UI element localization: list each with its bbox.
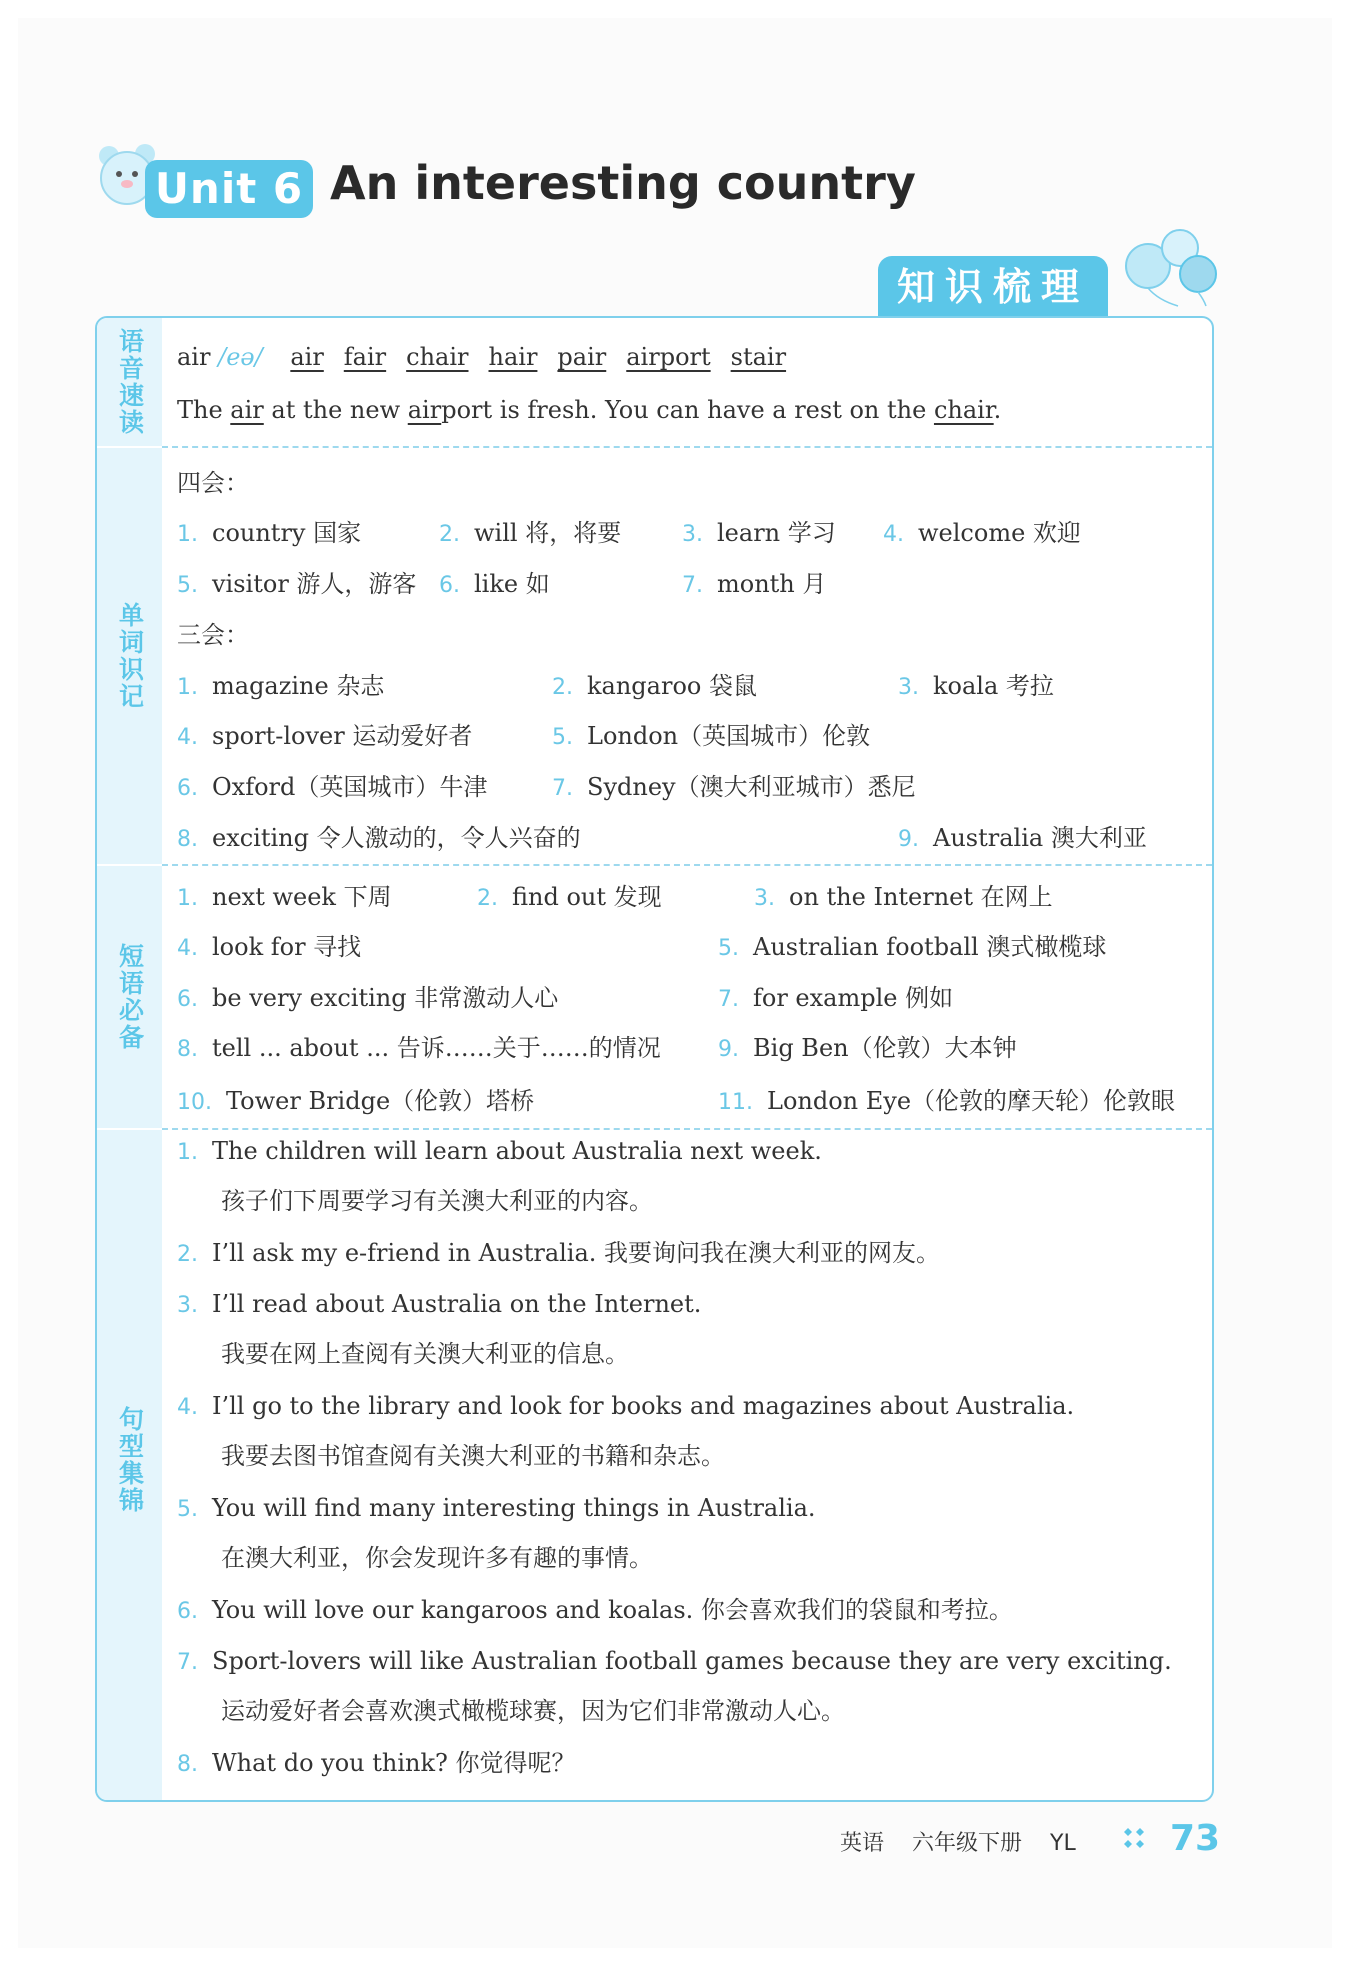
list-item: [177, 1033, 661, 1065]
list-item: [177, 518, 361, 550]
sentence-english: The children will learn about Australia next week.: [212, 1137, 822, 1165]
phonics-word: fair: [343, 343, 387, 371]
list-item: [177, 1086, 534, 1118]
sentence-part: The: [177, 396, 231, 424]
sidebar-label-text: 语音速读: [115, 328, 145, 436]
sentence-number: 1.: [177, 1140, 198, 1165]
item-text: find out 发现: [512, 883, 662, 911]
sentence-number: 6.: [177, 1599, 198, 1624]
list-item: [477, 882, 662, 914]
list-item: [682, 569, 826, 601]
item-text: will 将，将要: [474, 519, 622, 547]
page-number: 73: [1170, 1818, 1221, 1859]
item-number: 3.: [754, 886, 775, 911]
item-number: 3.: [898, 675, 919, 700]
list-item: [177, 772, 487, 804]
item-number: 6.: [439, 573, 460, 598]
sidebar-label-text: 短语必备: [115, 943, 145, 1051]
sentence-part: chair: [933, 396, 994, 424]
list-item: [718, 983, 953, 1015]
sentence-chinese: 我要在网上查阅有关澳大利亚的信息。: [221, 1340, 629, 1368]
vocab-section: [177, 448, 1202, 864]
list-item: [718, 1033, 1017, 1065]
item-number: 8.: [177, 827, 198, 852]
knowledge-frame: [95, 316, 1214, 1802]
list-item: [754, 882, 1053, 914]
list-item: [898, 671, 1054, 703]
phonics-word-list: [270, 343, 786, 371]
item-number: 7.: [718, 987, 739, 1012]
item-text: Australia 澳大利亚: [933, 824, 1147, 852]
list-item: [177, 882, 392, 914]
sentence-number: 3.: [177, 1293, 198, 1318]
sentence-chinese: 孩子们下周要学习有关澳大利亚的内容。: [221, 1187, 653, 1215]
list-item: [439, 518, 621, 550]
item-text: learn 学习: [717, 519, 836, 547]
sentence-item: [177, 1136, 822, 1168]
sidebar-label-sentences: [97, 1130, 162, 1790]
sentence-item: [177, 1289, 701, 1321]
list-item: [718, 1086, 1175, 1118]
sentence-english: You will find many interesting things in Australia.: [212, 1494, 816, 1522]
item-text: kangaroo 袋鼠: [587, 672, 757, 700]
sentence-item: [177, 1238, 940, 1270]
list-item: [552, 721, 870, 753]
list-item: [883, 518, 1081, 550]
sentence-english: What do you think? 你觉得呢？: [212, 1749, 576, 1777]
item-text: London Eye（伦敦的摩天轮）伦敦眼: [767, 1087, 1176, 1115]
list-item: [682, 518, 836, 550]
item-number: 9.: [898, 827, 919, 852]
four-label: 四会：: [177, 469, 249, 497]
list-item: [177, 721, 472, 753]
sentence-item: [177, 1391, 1074, 1423]
item-text: for example 例如: [753, 984, 954, 1012]
item-number: 4.: [883, 522, 904, 547]
sentence-item: [177, 1595, 1013, 1627]
item-text: Big Ben（伦敦）大本钟: [753, 1034, 1017, 1062]
item-text: koala 考拉: [933, 672, 1054, 700]
list-item: [718, 932, 1106, 964]
footer-edition: YL: [1050, 1831, 1076, 1856]
item-number: 7.: [682, 573, 703, 598]
sentence-chinese: 运动爱好者会喜欢澳式橄榄球赛，因为它们非常激动人心。: [221, 1697, 845, 1725]
sidebar-label-vocab: [97, 448, 162, 864]
item-text: on the Internet 在网上: [789, 883, 1053, 911]
phonics-sentence: [177, 395, 1001, 425]
list-item: [177, 823, 581, 855]
item-number: 2.: [552, 675, 573, 700]
sentence-english: Sport-lovers will like Australian football games because they are very exciting.: [212, 1647, 1172, 1675]
sentence-item: [177, 1646, 1172, 1678]
list-item: [439, 569, 550, 601]
sentence-part: air: [230, 396, 264, 424]
sidebar-label-text: 句型集锦: [115, 1406, 145, 1514]
item-text: Australian football 澳式橄榄球: [753, 933, 1107, 961]
phonics-word: pair: [557, 343, 607, 371]
item-number: 7.: [552, 776, 573, 801]
item-number: 2.: [439, 522, 460, 547]
item-number: 8.: [177, 1037, 198, 1062]
sentence-chinese: 在澳大利亚，你会发现许多有趣的事情。: [221, 1544, 653, 1572]
sidebar-label-text: 单词识记: [115, 602, 145, 710]
balloons-icon: [1118, 228, 1228, 308]
item-text: London（英国城市）伦敦: [587, 722, 871, 750]
sentence-item: [177, 1493, 816, 1525]
item-text: magazine 杂志: [212, 672, 385, 700]
item-number: 1.: [177, 886, 198, 911]
item-text: next week 下周: [212, 883, 392, 911]
item-text: sport-lover 运动爱好者: [212, 722, 473, 750]
sentence-number: 5.: [177, 1497, 198, 1522]
sentence-english: I’ll ask my e-friend in Australia. 我要询问我在澳大利亚的网友。: [212, 1239, 941, 1267]
footer-grade: 六年级下册: [912, 1831, 1023, 1856]
sidebar-label-phrases: [97, 866, 162, 1128]
sidebar-label-phonics: [97, 318, 162, 446]
three-label: 三会：: [177, 621, 249, 649]
item-text: visitor 游人，游客: [212, 570, 417, 598]
phonics-word: airport: [626, 343, 711, 371]
item-number: 5.: [552, 725, 573, 750]
section-badge: 知识梳理: [878, 256, 1108, 316]
item-text: look for 寻找: [212, 933, 362, 961]
sentence-english: I’ll go to the library and look for books and magazines about Australia.: [212, 1392, 1075, 1420]
sentence-part: .: [993, 396, 1002, 424]
item-text: tell ... about ... 告诉……关于……的情况: [212, 1034, 661, 1062]
sentence-part: port is fresh. You can have a rest on the: [441, 396, 934, 424]
item-text: Sydney（澳大利亚城市）悉尼: [587, 773, 916, 801]
list-item: [552, 772, 916, 804]
phonics-words: [177, 342, 786, 372]
list-item: [552, 671, 757, 703]
item-number: 5.: [177, 573, 198, 598]
item-text: welcome 欢迎: [918, 519, 1081, 547]
list-item: [177, 569, 416, 601]
sentence-number: 4.: [177, 1395, 198, 1420]
item-number: 6.: [177, 987, 198, 1012]
sentences-section: [177, 1130, 1202, 1790]
item-text: month 月: [717, 570, 827, 598]
item-number: 3.: [682, 522, 703, 547]
item-number: 5.: [718, 936, 739, 961]
item-number: 11.: [718, 1090, 753, 1115]
phonetic-symbol: /eə/: [218, 343, 263, 371]
item-number: 6.: [177, 776, 198, 801]
item-number: 1.: [177, 522, 198, 547]
item-number: 4.: [177, 936, 198, 961]
sentence-number: 8.: [177, 1752, 198, 1777]
phrases-section: [177, 866, 1202, 1128]
sound-word: air: [177, 343, 211, 371]
sentence-english: You will love our kangaroos and koalas. 你会喜欢我们的袋鼠和考拉。: [212, 1596, 1013, 1624]
item-text: Oxford（英国城市）牛津: [212, 773, 488, 801]
footer-subject: 英语: [840, 1831, 885, 1856]
phonics-word: chair: [406, 343, 469, 371]
item-number: 4.: [177, 725, 198, 750]
sentence-number: 7.: [177, 1650, 198, 1675]
phonics-word: hair: [488, 343, 538, 371]
item-text: Tower Bridge（伦敦）塔桥: [226, 1087, 535, 1115]
diamond-icon: [1122, 1826, 1146, 1850]
item-number: 10.: [177, 1090, 212, 1115]
sentence-number: 2.: [177, 1242, 198, 1267]
sentence-item: [177, 1748, 576, 1780]
unit-title: An interesting country: [330, 156, 916, 210]
item-text: be very exciting 非常激动人心: [212, 984, 559, 1012]
list-item: [898, 823, 1147, 855]
item-text: exciting 令人激动的，令人兴奋的: [212, 824, 581, 852]
sentence-english: I’ll read about Australia on the Internet.: [212, 1290, 702, 1318]
list-item: [177, 671, 384, 703]
item-number: 1.: [177, 675, 198, 700]
item-number: 9.: [718, 1037, 739, 1062]
page-footer: [840, 1818, 1221, 1859]
unit-badge: Unit 6: [145, 160, 313, 218]
item-number: 2.: [477, 886, 498, 911]
sentence-chinese: 我要去图书馆查阅有关澳大利亚的书籍和杂志。: [221, 1442, 725, 1470]
item-text: country 国家: [212, 519, 362, 547]
phonics-word: stair: [730, 343, 787, 371]
item-text: like 如: [474, 570, 550, 598]
list-item: [177, 932, 361, 964]
sentence-part: air: [407, 396, 442, 424]
phonics-word: air: [290, 343, 324, 371]
sentence-part: at the new: [263, 396, 408, 424]
list-item: [177, 983, 558, 1015]
